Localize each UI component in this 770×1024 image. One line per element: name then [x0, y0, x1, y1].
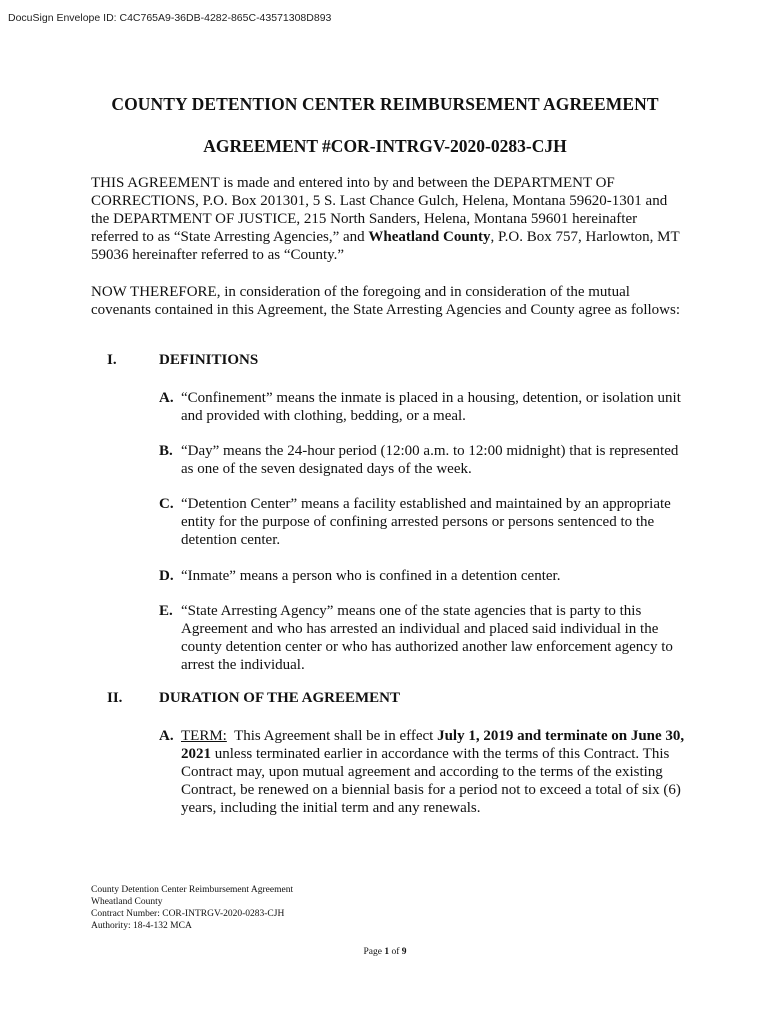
item-letter: A.: [159, 390, 174, 406]
term-text-1: This Agreement shall be in effect: [226, 728, 438, 744]
term-item: [159, 727, 691, 817]
docusign-envelope-id: DocuSign Envelope ID: C4C765A9-36DB-4282-865C-43571308D893: [8, 12, 332, 24]
definition-item-day: [159, 442, 691, 478]
term-label: TERM:: [181, 728, 227, 744]
item-letter: C.: [159, 496, 174, 512]
footer-line-contract-number: Contract Number: COR-INTRGV-2020-0283-CJH: [91, 909, 285, 919]
county-name: Wheatland County: [368, 229, 491, 245]
page-prefix: Page: [363, 947, 385, 957]
agreement-number: AGREEMENT #COR-INTRGV-2020-0283-CJH: [203, 136, 567, 156]
footer-line-county: Wheatland County: [91, 897, 163, 907]
definition-item-detention-center: [159, 495, 691, 549]
section-1-number: I.: [107, 352, 117, 368]
definition-item-inmate: [159, 567, 691, 585]
footer-line-authority: Authority: 18-4-132 MCA: [91, 921, 192, 931]
item-letter: A.: [159, 728, 174, 744]
section-2-number: II.: [107, 690, 123, 706]
definition-item-confinement: [159, 389, 691, 425]
item-letter: E.: [159, 603, 173, 619]
page-total: 9: [401, 947, 407, 957]
definition-item-state-arresting-agency: [159, 602, 691, 674]
document-footer: [91, 884, 293, 932]
item-text: “Day” means the 24-hour period (12:00 a.m. to 12:00 midnight) that is represented as one of the seven designated days of the week.: [181, 443, 679, 477]
item-text: “Confinement” means the inmate is placed in a housing, detention, or isolation unit and provided with clothing, bedding, or a meal.: [181, 390, 681, 424]
intro-paragraph: [91, 174, 687, 264]
document-title: COUNTY DETENTION CENTER REIMBURSEMENT AGREEMENT: [111, 94, 659, 114]
item-text: “Inmate” means a person who is confined in a detention center.: [181, 568, 561, 584]
item-letter: B.: [159, 443, 173, 459]
term-text-2: unless terminated earlier in accordance with the terms of this Contract. This Contract may, upon mutual agreement and according to the terms of the existing Contract, be renewed on a biennial basis for a period not to exceed a total of six (6) years, including the initial term and any renewals.: [181, 746, 681, 816]
section-2-title: DURATION OF THE AGREEMENT: [159, 690, 401, 706]
now-therefore-paragraph: NOW THEREFORE, in consideration of the foregoing and in consideration of the mutual covenants contained in this Agreement, the State Arresting Agencies and County agree as follows:: [91, 284, 681, 318]
intro-text-2: , P.O. Box 757, Harlowton, MT 59036 hereinafter referred to as “County.”: [91, 229, 680, 263]
section-1-title: DEFINITIONS: [159, 352, 259, 368]
page-current: 1: [384, 947, 390, 957]
item-text: “State Arresting Agency” means one of the state agencies that is party to this Agreement and who has arrested an individual and placed said individual in the county detention center or who has authorized another law enforcement agency to arrest the individual.: [181, 603, 673, 673]
intro-text-1: THIS AGREEMENT is made and entered into by and between the DEPARTMENT OF CORRECTIONS, P.O. Box 201301, 5 S. Last Chance Gulch, Helena, Montana 59620-1301 and the DEPARTMENT OF JUSTICE, 215 North Sanders, Helena, Montana 59601 hereinafter referred to as “State Arresting Agencies,” and: [91, 175, 668, 245]
item-letter: D.: [159, 568, 174, 584]
footer-line-title: County Detention Center Reimbursement Agreement: [91, 885, 294, 895]
page-number: [0, 947, 770, 957]
item-text: “Detention Center” means a facility established and maintained by an appropriate entity for the purpose of confining arrested persons or persons sentenced to the detention center.: [181, 496, 671, 548]
term-dates: July 1, 2019 and terminate on June 30, 2021: [181, 728, 685, 762]
page-middle: of: [389, 947, 402, 957]
